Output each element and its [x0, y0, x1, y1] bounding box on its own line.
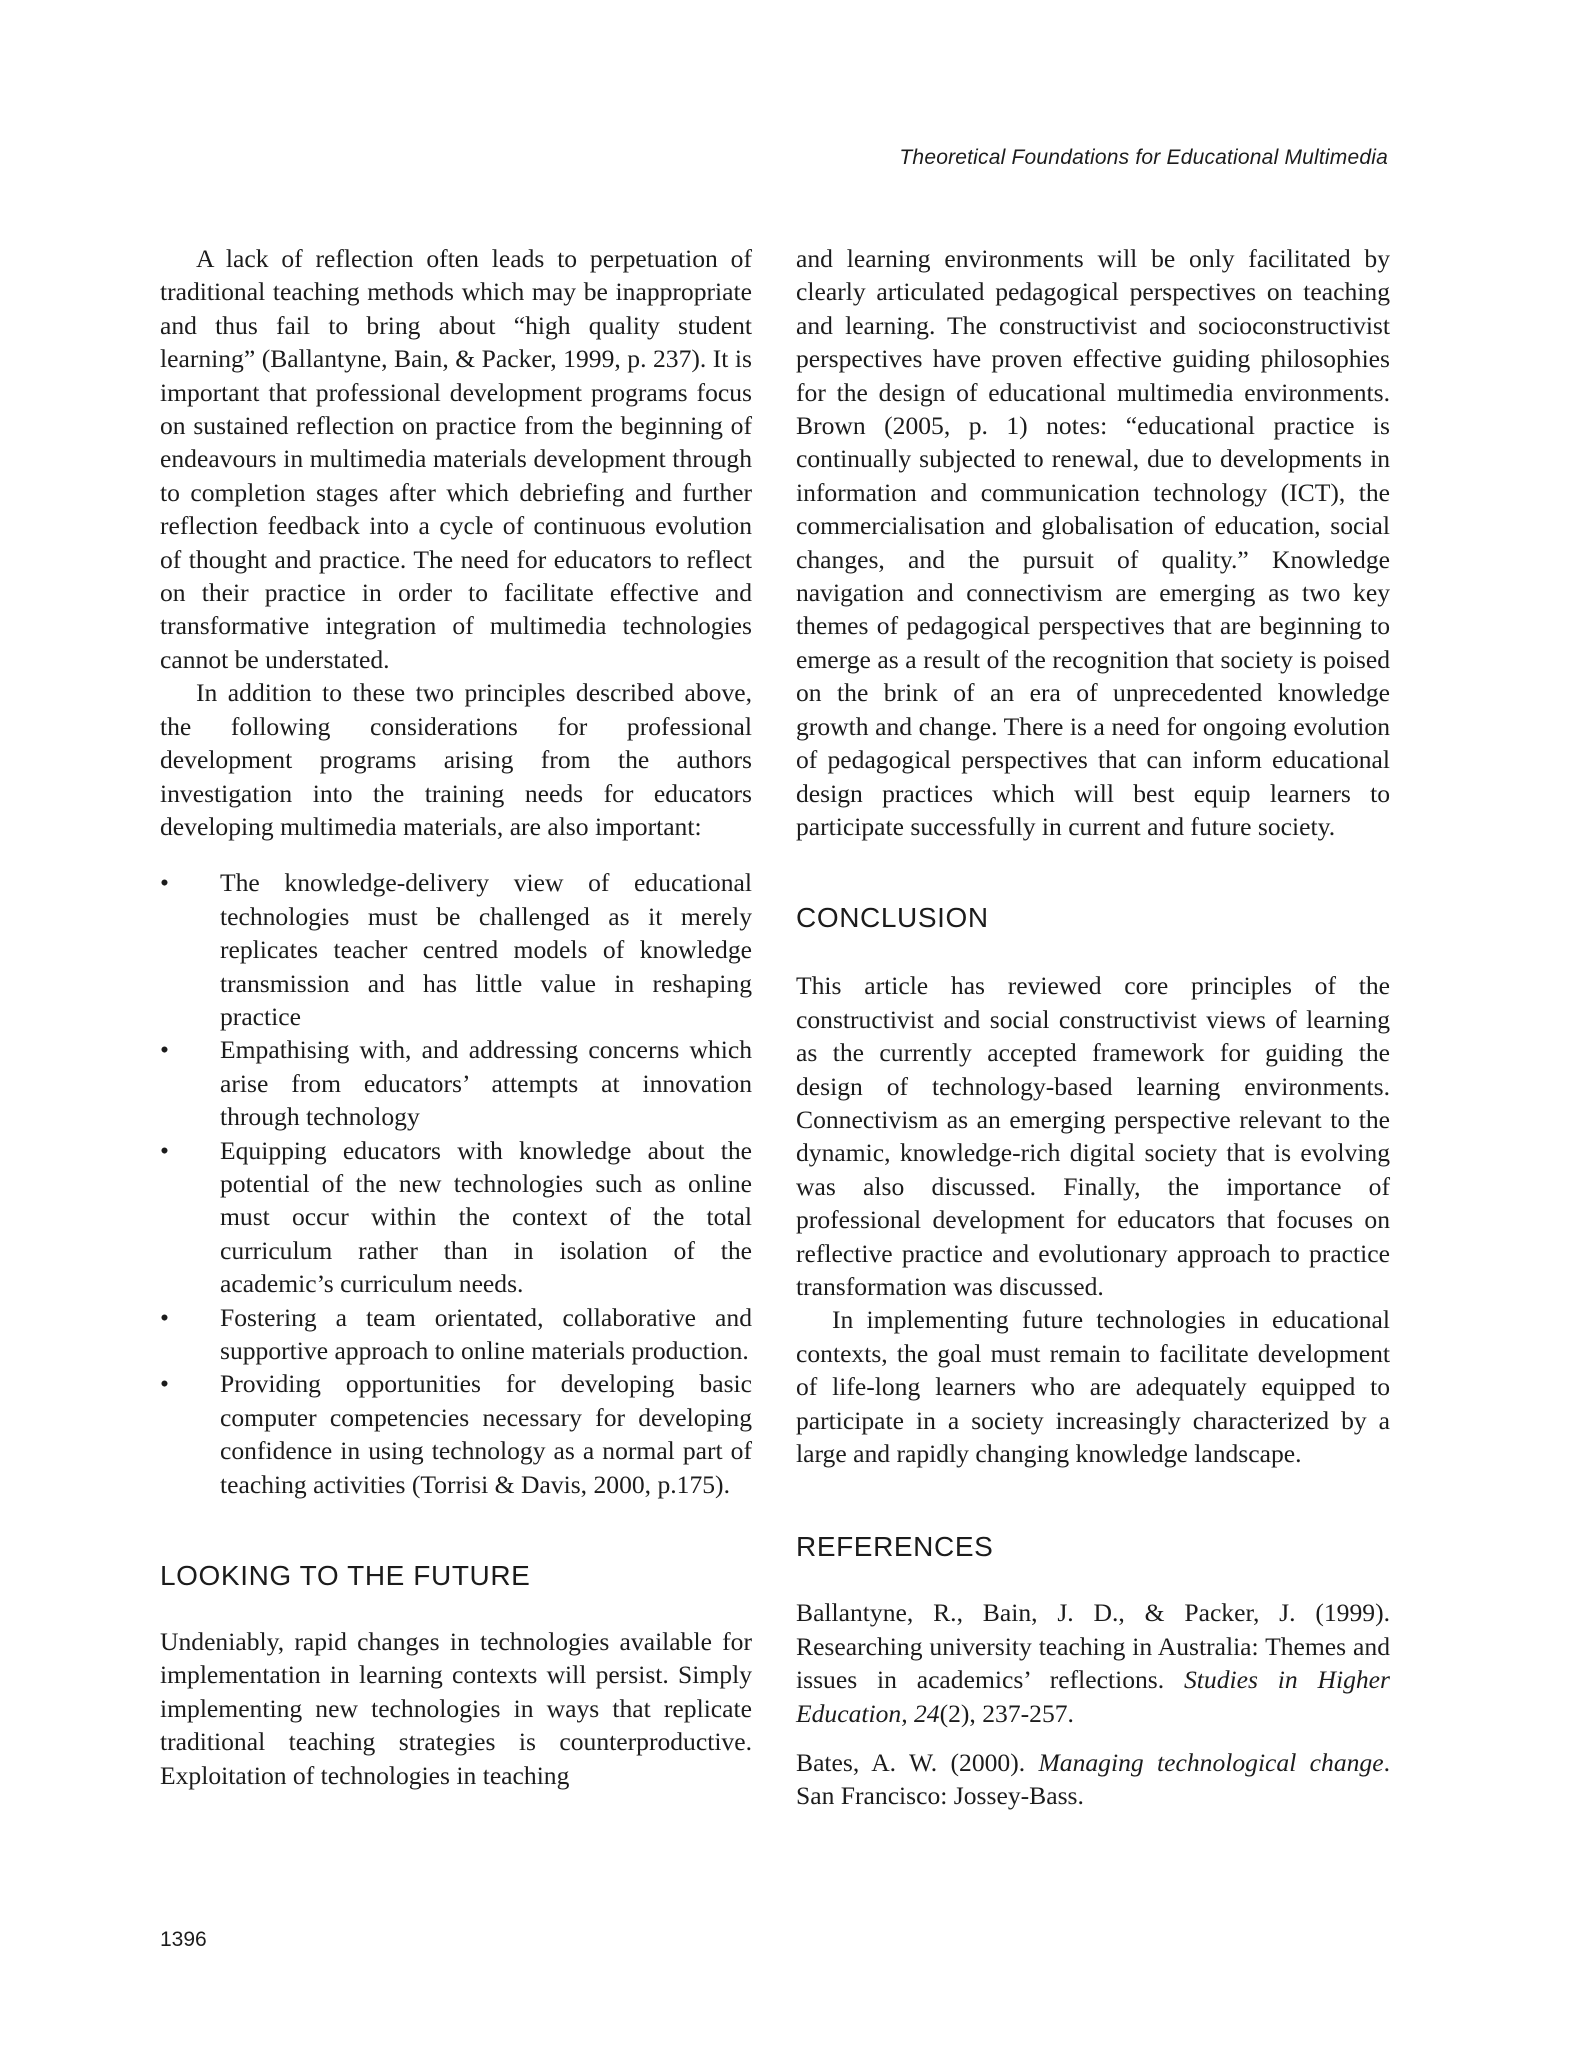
paragraph-reflection: A lack of reflection often leads to perpetuation of traditional teaching methods which may be inappropriate and thus fail to bring about “high quality student learning” (Ballantyne, Bain, & Packer, 1999, p. 237). It is important that professional development programs focus on sustained reflection on practice from the beginning of endeavours in multimedia materials development through to completion stages after which debriefing and further reflection feedback into a cycle of continuous evolution of thought and practice. The need for educators to reflect on their practice in order to facilitate effective and transformative integration of multimedia technologies cannot be understated. — [160, 244, 752, 674]
list-item — [160, 1367, 752, 1501]
reference-source-title: Studies in Higher Education, 24 — [796, 1665, 1390, 1728]
heading-references: REFERENCES — [796, 1531, 994, 1563]
bullet-glyph: • — [160, 1369, 169, 1399]
heading-conclusion: CONCLUSION — [796, 902, 989, 934]
reference-text: Bates, A. W. (2000). — [796, 1748, 1039, 1778]
reference-text: (2), 237-257. — [939, 1698, 1074, 1728]
reference-text: Ballantyne, R., Bain, J. D., & Packer, J. (1999). Researching university teaching in Australia: Themes and issues in academics’ reflections. — [796, 1598, 1390, 1695]
reference-entry — [796, 1596, 1390, 1730]
list-item-text: Empathising with, and addressing concerns which arise from educators’ attempts at innovation through technology — [220, 1035, 752, 1132]
reference-text: . San Francisco: Jossey-Bass. — [796, 1748, 1390, 1811]
list-item-text: Fostering a team orientated, collaborative and supportive approach to online materials production. — [220, 1302, 752, 1365]
reference-source-title: Managing technological change — [1038, 1748, 1384, 1778]
paragraph-conclusion-1: This article has reviewed core principles of the constructivist and social constructivist views of learning as the currently accepted framework for guiding the design of technology-based learning environments. Connectivism as an emerging perspective relevant to the dynamic, knowledge-rich digital society that is evolving was also discussed. Finally, the importance of professional development for educators that focuses on reflective practice and evolutionary approach to practice transformation was discussed. — [796, 971, 1390, 1301]
list-item — [160, 866, 752, 1033]
list-item-text: Providing opportunities for developing basic computer competencies necessary for developing confidence in using technology as a normal part of teaching activities (Torrisi & Davis, 2000, p.175). — [220, 1369, 752, 1499]
bullet-glyph: • — [160, 1035, 169, 1065]
paragraph-continued: and learning environments will be only facilitated by clearly articulated pedagogical perspectives on teaching and learning. The constructivist and socioconstructivist perspectives have proven effective guiding philosophies for the design of educational multimedia environments. Brown (2005, p. 1) notes: “educational practice is continually subjected to renewal, due to developments in information and communication technology (ICT), the commercialisation and globalisation of education, social changes, and the pursuit of quality.” Knowledge navigation and connectivism are emerging as two key themes of pedagogical perspectives that are beginning to emerge as a result of the recognition that society is poised on the brink of an era of unprecedented knowledge growth and change. There is a need for ongoing evolution of pedagogical perspectives that can inform educational design practices which will best equip learners to participate successfully in current and future society. — [796, 244, 1390, 841]
bullet-glyph: • — [160, 1135, 169, 1165]
page-number: 1396 — [160, 1928, 207, 1951]
running-head: Theoretical Foundations for Educational Multimedia — [899, 146, 1388, 169]
considerations-list — [160, 866, 752, 1501]
paragraph-considerations: In addition to these two principles described above, the following considerations for professional development programs arising from the authors investigation into the training needs for educators developing multimedia materials, are also important: — [160, 678, 752, 841]
list-item — [160, 1301, 752, 1368]
left-column — [160, 242, 752, 1792]
bullet-glyph: • — [160, 868, 169, 898]
bullet-glyph: • — [160, 1302, 169, 1332]
heading-looking-to-the-future: LOOKING TO THE FUTURE — [160, 1560, 531, 1592]
list-item — [160, 1134, 752, 1301]
right-column — [796, 242, 1390, 1829]
reference-entry — [796, 1746, 1390, 1813]
list-item-text: Equipping educators with knowledge about the potential of the new technologies such as online must occur within the context of the total curriculum rather than in isolation of the academic’s curriculum needs. — [220, 1135, 752, 1299]
paragraph-conclusion-2: In implementing future technologies in educational contexts, the goal must remain to facilitate development of life-long learners who are adequately equipped to participate in a society increasingly characterized by a large and rapidly changing knowledge landscape. — [796, 1305, 1390, 1468]
list-item-text: The knowledge-delivery view of educational technologies must be challenged as it merely replicates teacher centred models of knowledge transmission and has little value in reshaping practice — [220, 868, 752, 1031]
paragraph-future: Undeniably, rapid changes in technologies available for implementation in learning contexts will persist. Simply implementing new technologies in ways that replicate traditional teaching strategies is counterproductive. Exploitation of technologies in teaching — [160, 1627, 752, 1790]
list-item — [160, 1033, 752, 1133]
